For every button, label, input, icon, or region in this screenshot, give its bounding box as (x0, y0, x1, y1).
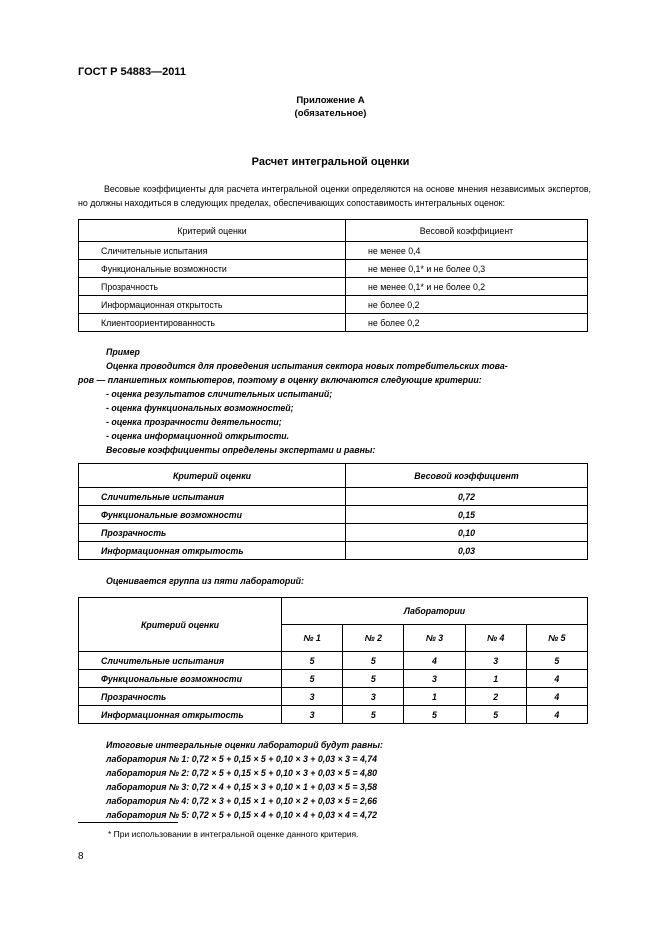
table3-cell: 3 (343, 688, 404, 706)
table3-cell: 5 (282, 670, 343, 688)
table3-cell: 4 (526, 670, 587, 688)
table-row (79, 296, 588, 314)
result-line: лаборатория № 4: 0,72 × 3 + 0,15 × 1 + 0,10 × 2 + 0,03 × 5 = 2,66 (106, 796, 378, 806)
table3-lab-number: № 1 (282, 625, 343, 652)
appendix-title: Приложение А (296, 95, 365, 106)
table3-cell: 1 (404, 688, 465, 706)
table3-header-criterion: Критерий оценки (79, 598, 282, 652)
table2-header-criterion: Критерий оценки (79, 464, 346, 488)
table3-lab-number: № 3 (404, 625, 465, 652)
table1-cell: не менее 0,4 (346, 242, 588, 260)
table1-cell: Информационная открытость (79, 296, 346, 314)
table3-cell: 4 (526, 706, 587, 724)
table2-cell: Функциональные возможности (79, 506, 346, 524)
table-row (79, 688, 588, 706)
example-text-2: ров — планшетных компьютеров, поэтому в оценку включаются следующие критерии: (78, 375, 482, 385)
table-row (79, 670, 588, 688)
example-item: - оценка информационной открытости. (106, 431, 290, 441)
results-title: Итоговые интегральные оценки лабораторий будут равны: (106, 740, 383, 750)
page-number: 8 (78, 851, 84, 862)
table-row (79, 506, 588, 524)
table2-cell: Информационная открытость (79, 542, 346, 560)
table3-cell: 5 (343, 706, 404, 724)
group-text: Оценивается группа из пяти лабораторий: (106, 576, 304, 586)
table-row (79, 278, 588, 296)
example-label: Пример (106, 347, 140, 357)
table1-cell: Прозрачность (79, 278, 346, 296)
table1-cell: не менее 0,1* и не более 0,2 (346, 278, 588, 296)
table2-cell: 0,15 (346, 506, 588, 524)
table1-header-criterion: Критерий оценки (79, 220, 346, 242)
intro-paragraph (78, 182, 591, 210)
table3-cell: 5 (404, 706, 465, 724)
table2-cell: 0,72 (346, 488, 588, 506)
table2-cell: 0,03 (346, 542, 588, 560)
table1-cell: не более 0,2 (346, 296, 588, 314)
table-row (79, 524, 588, 542)
table-row (79, 488, 588, 506)
footnote-divider (78, 822, 178, 823)
table3-row-name: Функциональные возможности (79, 670, 282, 688)
table-row (79, 652, 588, 670)
table-row (79, 542, 588, 560)
table3-cell: 4 (526, 688, 587, 706)
table-row (79, 242, 588, 260)
table3-cell: 4 (404, 652, 465, 670)
table3-row-name: Информационная открытость (79, 706, 282, 724)
example-item: - оценка прозрачности деятельности; (106, 417, 282, 427)
table3-lab-number: № 5 (526, 625, 587, 652)
table3-cell: 3 (282, 706, 343, 724)
weights-intro: Весовые коэффициенты определены экспертами и равны: (106, 445, 376, 455)
table2-header-weight: Весовой коэффициент (346, 464, 588, 488)
result-line: лаборатория № 1: 0,72 × 5 + 0,15 × 5 + 0,10 × 3 + 0,03 × 3 = 4,74 (106, 754, 378, 764)
table2-cell: Прозрачность (79, 524, 346, 542)
section-title: Расчет интегральной оценки (251, 156, 410, 168)
table1-header-weight: Весовой коэффициент (346, 220, 588, 242)
table1-cell: не менее 0,1* и не более 0,3 (346, 260, 588, 278)
table1-cell: Клиентоориентированность (79, 314, 346, 332)
table-row (79, 706, 588, 724)
document-id: ГОСТ Р 54883—2011 (78, 66, 186, 78)
table3-row-name: Прозрачность (79, 688, 282, 706)
table-row (79, 260, 588, 278)
result-line: лаборатория № 3: 0,72 × 4 + 0,15 × 3 + 0,10 × 1 + 0,03 × 5 = 3,58 (106, 782, 378, 792)
table1-cell: Сличительные испытания (79, 242, 346, 260)
table3-cell: 5 (282, 652, 343, 670)
table3-cell: 3 (465, 652, 526, 670)
labs-scores-table (78, 597, 588, 724)
table2-cell: 0,10 (346, 524, 588, 542)
weights-limits-table (78, 219, 588, 332)
example-item: - оценка функциональных возможностей; (106, 403, 294, 413)
table3-cell: 2 (465, 688, 526, 706)
example-text-1: Оценка проводится для проведения испытания сектора новых потребительских това- (106, 361, 508, 371)
table3-cell: 3 (282, 688, 343, 706)
table3-cell: 5 (343, 670, 404, 688)
table3-lab-number: № 4 (465, 625, 526, 652)
result-line: лаборатория № 5: 0,72 × 5 + 0,15 × 4 + 0,10 × 4 + 0,03 × 4 = 4,72 (106, 810, 378, 820)
table3-header-labs: Лаборатории (282, 598, 588, 625)
result-line: лаборатория № 2: 0,72 × 5 + 0,15 × 5 + 0,10 × 3 + 0,03 × 5 = 4,80 (106, 768, 378, 778)
table3-lab-number: № 2 (343, 625, 404, 652)
table3-cell: 3 (404, 670, 465, 688)
table3-cell: 1 (465, 670, 526, 688)
intro-line-1: Весовые коэффициенты для расчета интегральной оценки определяются на основе мнения независимых (104, 184, 545, 194)
intro-line-2: экспертов, но должны находиться в следующих пределах, обеспечивающих сопоставимость интегральных оценок: (78, 184, 591, 208)
footnote: * При использовании в интегральной оценке данного критерия. (108, 829, 359, 839)
table-row (79, 314, 588, 332)
table3-cell: 5 (526, 652, 587, 670)
example-weights-table (78, 463, 588, 560)
table3-cell: 5 (465, 706, 526, 724)
example-item: - оценка результатов сличительных испытаний; (106, 389, 333, 399)
table3-row-name: Сличительные испытания (79, 652, 282, 670)
table3-cell: 5 (343, 652, 404, 670)
appendix-status: (обязательное) (294, 108, 367, 119)
table1-cell: не более 0,2 (346, 314, 588, 332)
table1-cell: Функциональные возможности (79, 260, 346, 278)
table2-cell: Сличительные испытания (79, 488, 346, 506)
